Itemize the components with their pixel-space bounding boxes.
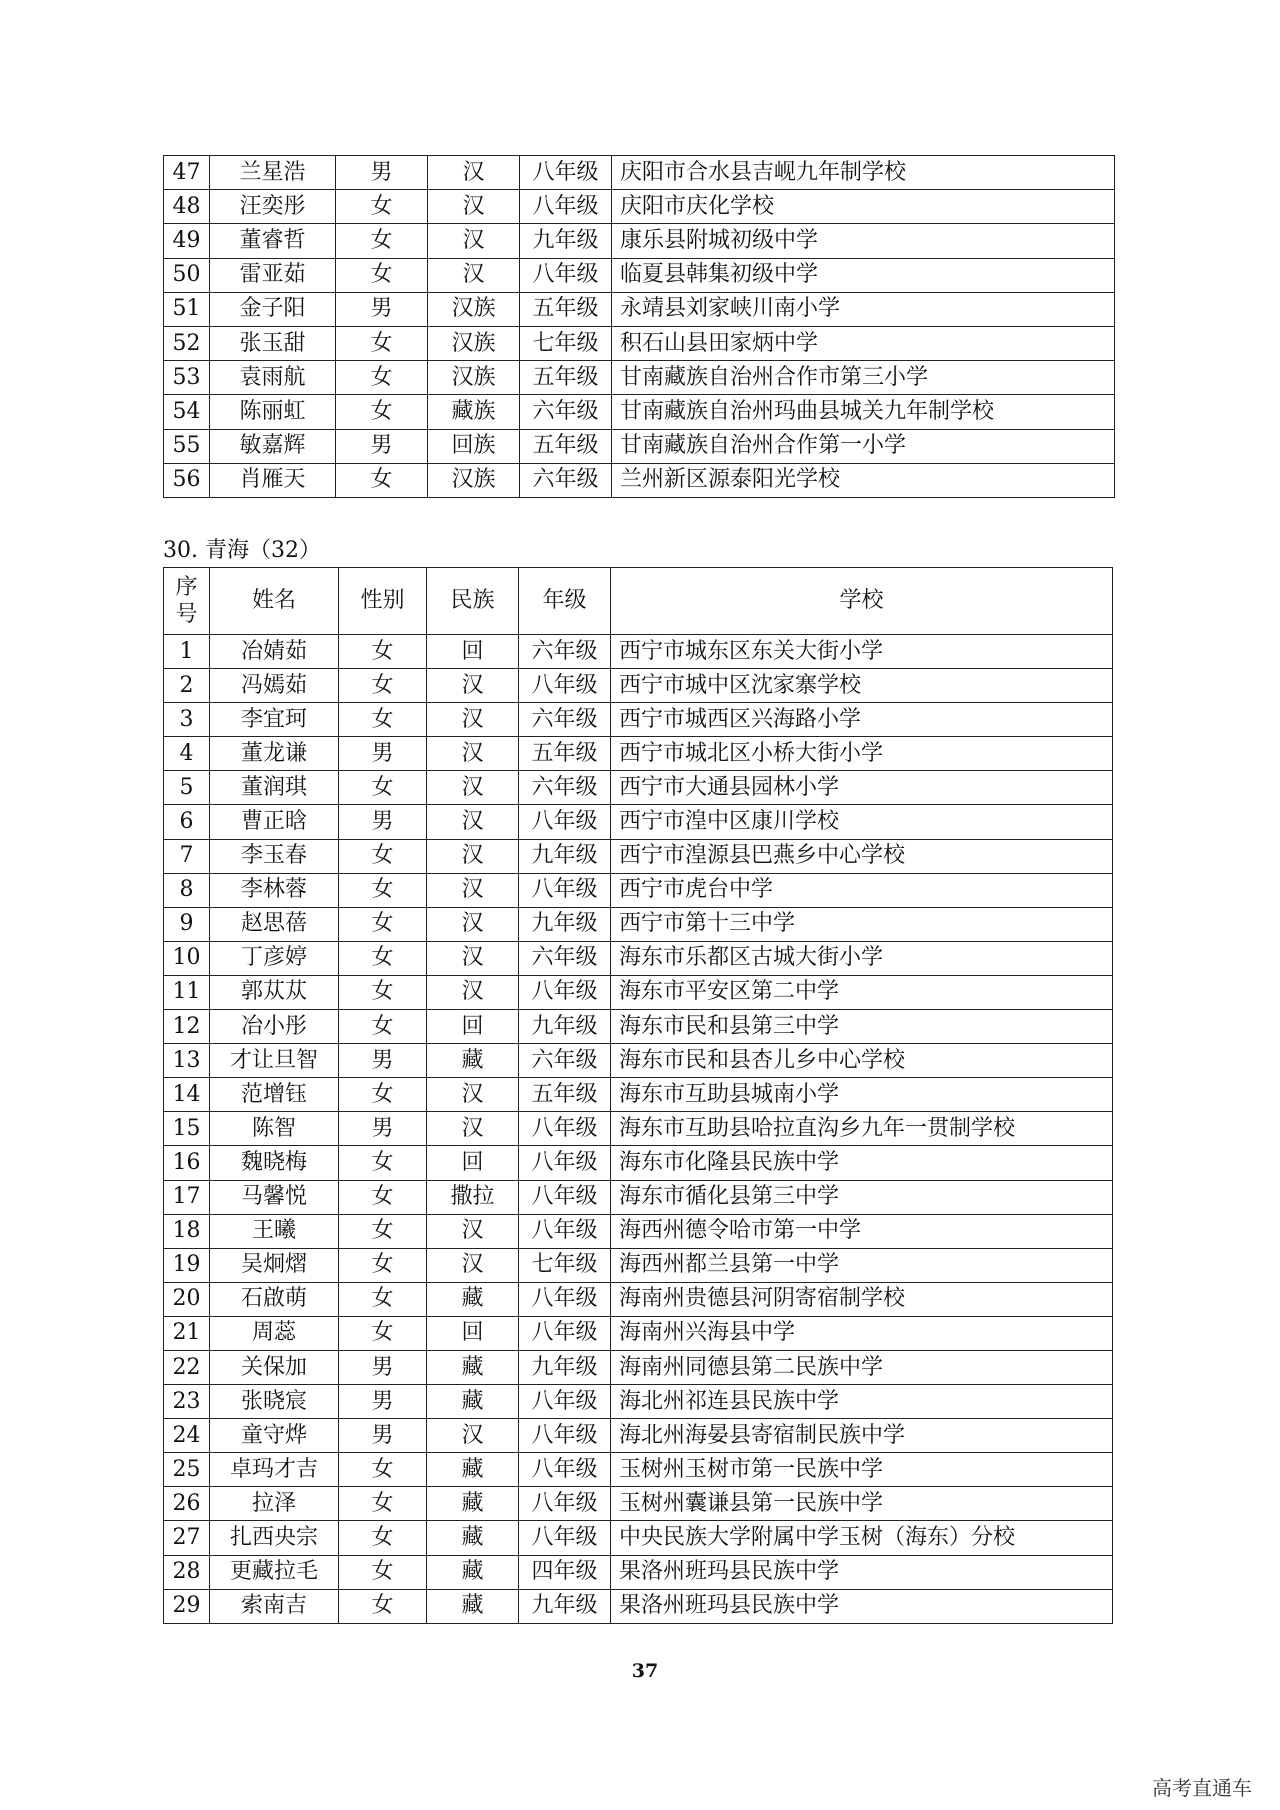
grade-cell: 八年级 (519, 1385, 611, 1419)
header-school: 学校 (611, 568, 1113, 635)
gender-cell: 女 (339, 1521, 427, 1555)
school-cell: 西宁市湟中区康川学校 (611, 805, 1113, 839)
school-cell: 海南州同德县第二民族中学 (611, 1350, 1113, 1384)
school-cell: 海东市互助县城南小学 (611, 1078, 1113, 1112)
seq-no-cell: 16 (164, 1146, 210, 1180)
gender-cell: 女 (336, 224, 428, 258)
table-row (164, 1316, 1113, 1350)
gender-cell: 男 (336, 292, 428, 326)
grade-cell: 四年级 (519, 1555, 611, 1589)
school-cell: 海东市循化县第三中学 (611, 1180, 1113, 1214)
page-number: 37 (631, 1660, 659, 1682)
header-seq-no-line1: 序 (175, 574, 198, 600)
seq-no-cell: 1 (164, 635, 210, 669)
school-cell: 海东市民和县杏儿乡中心学校 (611, 1044, 1113, 1078)
table-row (164, 1453, 1113, 1487)
grade-cell: 五年级 (520, 361, 612, 395)
gender-cell: 女 (339, 1214, 427, 1248)
seq-no-cell: 11 (164, 975, 210, 1009)
table-row (164, 1385, 1113, 1419)
name-cell: 冶小彤 (210, 1010, 339, 1044)
grade-cell: 八年级 (519, 1453, 611, 1487)
school-cell: 甘南藏族自治州玛曲县城关九年制学校 (612, 395, 1115, 429)
name-cell: 才让旦智 (210, 1044, 339, 1078)
seq-no-cell: 20 (164, 1282, 210, 1316)
ethnicity-cell: 汉 (427, 941, 519, 975)
table-row (164, 1589, 1113, 1623)
school-cell: 西宁市城中区沈家寨学校 (611, 669, 1113, 703)
grade-cell: 八年级 (519, 1487, 611, 1521)
table-row (164, 1214, 1113, 1248)
grade-cell: 九年级 (520, 224, 612, 258)
name-cell: 周蕊 (210, 1316, 339, 1350)
roster-table-qinghai-body (164, 635, 1113, 1624)
gender-cell: 男 (339, 805, 427, 839)
grade-cell: 八年级 (519, 669, 611, 703)
gender-cell: 女 (339, 839, 427, 873)
ethnicity-cell: 藏 (427, 1044, 519, 1078)
grade-cell: 八年级 (519, 1419, 611, 1453)
grade-cell: 九年级 (519, 1350, 611, 1384)
name-cell: 卓玛才吉 (210, 1453, 339, 1487)
seq-no-cell: 25 (164, 1453, 210, 1487)
header-seq-no-line2: 号 (175, 602, 198, 627)
header-seq-no (164, 568, 210, 635)
seq-no-cell: 51 (164, 292, 210, 326)
seq-no-cell: 15 (164, 1112, 210, 1146)
ethnicity-cell: 藏 (427, 1453, 519, 1487)
grade-cell: 八年级 (519, 873, 611, 907)
ethnicity-cell: 汉 (428, 224, 520, 258)
grade-cell: 八年级 (520, 190, 612, 224)
roster-table-continued (163, 155, 1115, 498)
ethnicity-cell: 汉 (427, 1419, 519, 1453)
name-cell: 曹正晗 (210, 805, 339, 839)
grade-cell: 六年级 (519, 1044, 611, 1078)
seq-no-cell: 5 (164, 771, 210, 805)
gender-cell: 女 (339, 975, 427, 1009)
seq-no-cell: 4 (164, 737, 210, 771)
table-row (164, 463, 1115, 497)
name-cell: 陈丽虹 (210, 395, 336, 429)
watermark: 高考直通车 (1152, 1776, 1252, 1800)
school-cell: 康乐县附城初级中学 (612, 224, 1115, 258)
seq-no-cell: 3 (164, 703, 210, 737)
gender-cell: 男 (336, 429, 428, 463)
school-cell: 海东市民和县第三中学 (611, 1010, 1113, 1044)
gender-cell: 女 (339, 1180, 427, 1214)
gender-cell: 女 (339, 1078, 427, 1112)
gender-cell: 男 (339, 737, 427, 771)
school-cell: 海东市平安区第二中学 (611, 975, 1113, 1009)
seq-no-cell: 7 (164, 839, 210, 873)
name-cell: 范增钰 (210, 1078, 339, 1112)
table-row (164, 839, 1113, 873)
table-row (164, 429, 1115, 463)
gender-cell: 女 (339, 1282, 427, 1316)
gender-cell: 男 (336, 156, 428, 190)
header-name: 姓名 (210, 568, 339, 635)
ethnicity-cell: 藏 (427, 1282, 519, 1316)
school-cell: 庆阳市庆化学校 (612, 190, 1115, 224)
table-row (164, 635, 1113, 669)
school-cell: 西宁市第十三中学 (611, 907, 1113, 941)
gender-cell: 女 (339, 873, 427, 907)
seq-no-cell: 19 (164, 1248, 210, 1282)
seq-no-cell: 29 (164, 1589, 210, 1623)
table-header-row (164, 568, 1113, 635)
table-row (164, 361, 1115, 395)
seq-no-cell: 2 (164, 669, 210, 703)
school-cell: 海南州兴海县中学 (611, 1316, 1113, 1350)
grade-cell: 八年级 (520, 156, 612, 190)
name-cell: 更藏拉毛 (210, 1555, 339, 1589)
grade-cell: 八年级 (519, 1521, 611, 1555)
grade-cell: 五年级 (519, 737, 611, 771)
gender-cell: 女 (339, 1589, 427, 1623)
name-cell: 王曦 (210, 1214, 339, 1248)
grade-cell: 五年级 (520, 429, 612, 463)
ethnicity-cell: 藏 (427, 1350, 519, 1384)
name-cell: 关保加 (210, 1350, 339, 1384)
ethnicity-cell: 回族 (428, 429, 520, 463)
ethnicity-cell: 汉 (427, 1078, 519, 1112)
seq-no-cell: 13 (164, 1044, 210, 1078)
seq-no-cell: 18 (164, 1214, 210, 1248)
section-heading-qinghai: 30. 青海（32） (163, 538, 321, 563)
table-row (164, 190, 1115, 224)
school-cell: 西宁市城北区小桥大街小学 (611, 737, 1113, 771)
school-cell: 永靖县刘家峡川南小学 (612, 292, 1115, 326)
table-row (164, 156, 1115, 190)
table-row (164, 907, 1113, 941)
ethnicity-cell: 汉 (427, 1248, 519, 1282)
ethnicity-cell: 撒拉 (427, 1180, 519, 1214)
school-cell: 果洛州班玛县民族中学 (611, 1589, 1113, 1623)
seq-no-cell: 8 (164, 873, 210, 907)
table-row (164, 805, 1113, 839)
school-cell: 西宁市大通县园林小学 (611, 771, 1113, 805)
ethnicity-cell: 汉族 (428, 292, 520, 326)
table-row (164, 1282, 1113, 1316)
roster-table-continued-body (164, 156, 1115, 498)
school-cell: 中央民族大学附属中学玉树（海东）分校 (611, 1521, 1113, 1555)
name-cell: 丁彦婷 (210, 941, 339, 975)
school-cell: 果洛州班玛县民族中学 (611, 1555, 1113, 1589)
table-row (164, 737, 1113, 771)
name-cell: 吴炯熠 (210, 1248, 339, 1282)
seq-no-cell: 53 (164, 361, 210, 395)
grade-cell: 八年级 (519, 1146, 611, 1180)
ethnicity-cell: 回 (427, 635, 519, 669)
ethnicity-cell: 藏 (427, 1521, 519, 1555)
table-row (164, 1044, 1113, 1078)
gender-cell: 女 (336, 361, 428, 395)
name-cell: 董龙谦 (210, 737, 339, 771)
name-cell: 李宜珂 (210, 703, 339, 737)
gender-cell: 女 (336, 395, 428, 429)
ethnicity-cell: 汉族 (428, 463, 520, 497)
seq-no-cell: 17 (164, 1180, 210, 1214)
ethnicity-cell: 汉 (427, 907, 519, 941)
table-row (164, 292, 1115, 326)
school-cell: 海东市化隆县民族中学 (611, 1146, 1113, 1180)
grade-cell: 七年级 (520, 326, 612, 360)
ethnicity-cell: 藏 (427, 1555, 519, 1589)
name-cell: 金子阳 (210, 292, 336, 326)
gender-cell: 女 (339, 1555, 427, 1589)
school-cell: 甘南藏族自治州合作市第三小学 (612, 361, 1115, 395)
seq-no-cell: 27 (164, 1521, 210, 1555)
ethnicity-cell: 汉 (427, 771, 519, 805)
seq-no-cell: 56 (164, 463, 210, 497)
grade-cell: 六年级 (519, 703, 611, 737)
grade-cell: 九年级 (519, 1589, 611, 1623)
table-row (164, 1146, 1113, 1180)
ethnicity-cell: 汉 (427, 1112, 519, 1146)
grade-cell: 八年级 (519, 1316, 611, 1350)
name-cell: 张玉甜 (210, 326, 336, 360)
gender-cell: 女 (339, 1248, 427, 1282)
grade-cell: 八年级 (519, 1214, 611, 1248)
school-cell: 西宁市城西区兴海路小学 (611, 703, 1113, 737)
header-ethnicity: 民族 (427, 568, 519, 635)
grade-cell: 八年级 (519, 805, 611, 839)
ethnicity-cell: 藏族 (428, 395, 520, 429)
seq-no-cell: 12 (164, 1010, 210, 1044)
grade-cell: 五年级 (520, 292, 612, 326)
school-cell: 海东市互助县哈拉直沟乡九年一贯制学校 (611, 1112, 1113, 1146)
table-row (164, 941, 1113, 975)
gender-cell: 女 (339, 1316, 427, 1350)
name-cell: 郭苁苁 (210, 975, 339, 1009)
gender-cell: 女 (339, 703, 427, 737)
seq-no-cell: 14 (164, 1078, 210, 1112)
grade-cell: 五年级 (519, 1078, 611, 1112)
gender-cell: 女 (339, 1146, 427, 1180)
seq-no-cell: 22 (164, 1350, 210, 1384)
gender-cell: 男 (339, 1385, 427, 1419)
school-cell: 玉树州囊谦县第一民族中学 (611, 1487, 1113, 1521)
grade-cell: 六年级 (519, 941, 611, 975)
table-row (164, 1180, 1113, 1214)
table-row (164, 873, 1113, 907)
table-row (164, 669, 1113, 703)
school-cell: 西宁市城东区东关大街小学 (611, 635, 1113, 669)
seq-no-cell: 23 (164, 1385, 210, 1419)
school-cell: 海南州贵德县河阴寄宿制学校 (611, 1282, 1113, 1316)
grade-cell: 六年级 (519, 635, 611, 669)
table-row (164, 326, 1115, 360)
name-cell: 敏嘉辉 (210, 429, 336, 463)
grade-cell: 八年级 (520, 258, 612, 292)
school-cell: 海西州都兰县第一中学 (611, 1248, 1113, 1282)
name-cell: 石啟萌 (210, 1282, 339, 1316)
school-cell: 西宁市湟源县巴燕乡中心学校 (611, 839, 1113, 873)
gender-cell: 女 (336, 463, 428, 497)
name-cell: 索南吉 (210, 1589, 339, 1623)
ethnicity-cell: 汉 (428, 190, 520, 224)
seq-no-cell: 10 (164, 941, 210, 975)
grade-cell: 九年级 (519, 1010, 611, 1044)
seq-no-cell: 55 (164, 429, 210, 463)
table-row (164, 395, 1115, 429)
gender-cell: 男 (339, 1350, 427, 1384)
name-cell: 袁雨航 (210, 361, 336, 395)
school-cell: 甘南藏族自治州合作第一小学 (612, 429, 1115, 463)
header-grade: 年级 (519, 568, 611, 635)
name-cell: 汪奕彤 (210, 190, 336, 224)
school-cell: 兰州新区源泰阳光学校 (612, 463, 1115, 497)
ethnicity-cell: 汉 (427, 805, 519, 839)
seq-no-cell: 47 (164, 156, 210, 190)
school-cell: 庆阳市合水县吉岘九年制学校 (612, 156, 1115, 190)
ethnicity-cell: 藏 (427, 1487, 519, 1521)
seq-no-cell: 24 (164, 1419, 210, 1453)
gender-cell: 女 (339, 907, 427, 941)
seq-no-cell: 9 (164, 907, 210, 941)
grade-cell: 八年级 (519, 1180, 611, 1214)
table-row (164, 1078, 1113, 1112)
grade-cell: 九年级 (519, 839, 611, 873)
table-row (164, 771, 1113, 805)
table-row (164, 1350, 1113, 1384)
school-cell: 海东市乐都区古城大街小学 (611, 941, 1113, 975)
name-cell: 李玉春 (210, 839, 339, 873)
table-row (164, 258, 1115, 292)
grade-cell: 七年级 (519, 1248, 611, 1282)
ethnicity-cell: 汉族 (428, 361, 520, 395)
gender-cell: 女 (339, 771, 427, 805)
seq-no-cell: 52 (164, 326, 210, 360)
school-cell: 海北州海晏县寄宿制民族中学 (611, 1419, 1113, 1453)
grade-cell: 六年级 (520, 395, 612, 429)
school-cell: 西宁市虎台中学 (611, 873, 1113, 907)
table-row (164, 1419, 1113, 1453)
name-cell: 董润琪 (210, 771, 339, 805)
ethnicity-cell: 回 (427, 1316, 519, 1350)
name-cell: 肖雁天 (210, 463, 336, 497)
gender-cell: 男 (339, 1112, 427, 1146)
ethnicity-cell: 汉 (427, 703, 519, 737)
ethnicity-cell: 汉 (427, 669, 519, 703)
table-row (164, 703, 1113, 737)
name-cell: 童守烨 (210, 1419, 339, 1453)
ethnicity-cell: 汉族 (428, 326, 520, 360)
table-row (164, 1555, 1113, 1589)
gender-cell: 女 (339, 941, 427, 975)
name-cell: 冯嫣茹 (210, 669, 339, 703)
seq-no-cell: 50 (164, 258, 210, 292)
ethnicity-cell: 汉 (427, 839, 519, 873)
name-cell: 扎西央宗 (210, 1521, 339, 1555)
gender-cell: 女 (336, 190, 428, 224)
ethnicity-cell: 藏 (427, 1385, 519, 1419)
seq-no-cell: 48 (164, 190, 210, 224)
seq-no-cell: 54 (164, 395, 210, 429)
table-row (164, 1487, 1113, 1521)
grade-cell: 八年级 (519, 975, 611, 1009)
grade-cell: 九年级 (519, 907, 611, 941)
ethnicity-cell: 回 (427, 1146, 519, 1180)
table-row (164, 975, 1113, 1009)
name-cell: 兰星浩 (210, 156, 336, 190)
table-row (164, 224, 1115, 258)
ethnicity-cell: 汉 (427, 1214, 519, 1248)
name-cell: 赵思蓓 (210, 907, 339, 941)
name-cell: 李林蓉 (210, 873, 339, 907)
gender-cell: 女 (336, 326, 428, 360)
name-cell: 陈智 (210, 1112, 339, 1146)
seq-no-cell: 21 (164, 1316, 210, 1350)
gender-cell: 女 (336, 258, 428, 292)
gender-cell: 男 (339, 1419, 427, 1453)
grade-cell: 六年级 (520, 463, 612, 497)
name-cell: 冶婧茹 (210, 635, 339, 669)
roster-table-qinghai (163, 567, 1113, 1624)
gender-cell: 女 (339, 1453, 427, 1487)
ethnicity-cell: 回 (427, 1010, 519, 1044)
gender-cell: 女 (339, 1010, 427, 1044)
seq-no-cell: 28 (164, 1555, 210, 1589)
name-cell: 马馨悦 (210, 1180, 339, 1214)
grade-cell: 八年级 (519, 1112, 611, 1146)
grade-cell: 六年级 (519, 771, 611, 805)
name-cell: 魏晓梅 (210, 1146, 339, 1180)
grade-cell: 八年级 (519, 1282, 611, 1316)
name-cell: 雷亚茹 (210, 258, 336, 292)
table-row (164, 1248, 1113, 1282)
school-cell: 玉树州玉树市第一民族中学 (611, 1453, 1113, 1487)
school-cell: 临夏县韩集初级中学 (612, 258, 1115, 292)
seq-no-cell: 6 (164, 805, 210, 839)
ethnicity-cell: 藏 (427, 1589, 519, 1623)
seq-no-cell: 26 (164, 1487, 210, 1521)
name-cell: 拉泽 (210, 1487, 339, 1521)
seq-no-cell: 49 (164, 224, 210, 258)
gender-cell: 女 (339, 635, 427, 669)
school-cell: 积石山县田家炳中学 (612, 326, 1115, 360)
ethnicity-cell: 汉 (427, 873, 519, 907)
table-row (164, 1010, 1113, 1044)
ethnicity-cell: 汉 (427, 975, 519, 1009)
school-cell: 海北州祁连县民族中学 (611, 1385, 1113, 1419)
ethnicity-cell: 汉 (428, 156, 520, 190)
name-cell: 董睿哲 (210, 224, 336, 258)
table-row (164, 1521, 1113, 1555)
gender-cell: 女 (339, 669, 427, 703)
name-cell: 张晓宸 (210, 1385, 339, 1419)
gender-cell: 女 (339, 1487, 427, 1521)
gender-cell: 男 (339, 1044, 427, 1078)
table-row (164, 1112, 1113, 1146)
ethnicity-cell: 汉 (428, 258, 520, 292)
school-cell: 海西州德令哈市第一中学 (611, 1214, 1113, 1248)
ethnicity-cell: 汉 (427, 737, 519, 771)
header-gender: 性别 (339, 568, 427, 635)
